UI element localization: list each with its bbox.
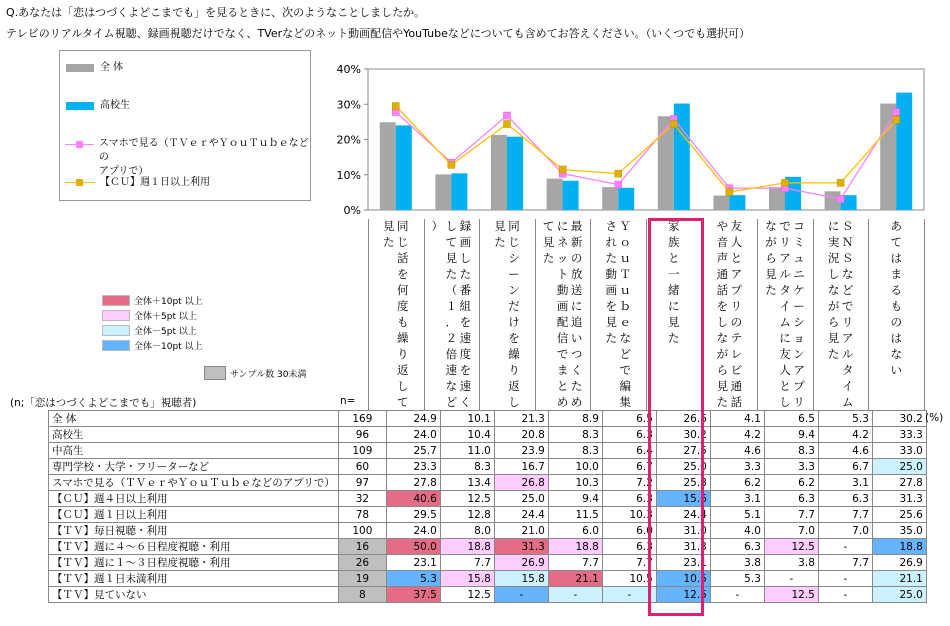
- column-header: [368, 219, 424, 410]
- table-cell: 21.0: [494, 523, 548, 539]
- column-header-line: 録 画 し た 番 組 を 速 度 を 速 く: [459, 219, 472, 409]
- row-label: 【ＣＵ】週４日以上利用: [49, 491, 339, 507]
- table-cell: 3.8: [710, 555, 764, 571]
- column-header-line: 同 じ シ ー ン だ け を 繰 り 返 し: [508, 219, 520, 409]
- row-label: スマホで見る（ＴＶｅｒやＹｏｕＴｕｂｅなどのアプリで）: [49, 475, 339, 491]
- table-cell: 33.0: [872, 443, 926, 459]
- column-divider: [813, 219, 814, 410]
- table-cell: 18.8: [872, 539, 926, 555]
- table-cell: 4.1: [710, 411, 764, 427]
- row-label: 【ＴＶ】毎日視聴・利用: [49, 523, 339, 539]
- table-cell: 21.3: [494, 411, 548, 427]
- legend-label-smart-1: スマホで見る（ＴＶｅｒやＹｏｕＴｕｂｅなどの: [98, 138, 309, 163]
- column-header-line: で リ ア ル タ イ ム に 友 人 と し: [779, 219, 791, 409]
- table-cell: 7.2: [602, 475, 656, 491]
- table-row: [49, 427, 927, 443]
- row-sample-size: 97: [338, 475, 386, 491]
- table-cell: 30.2: [872, 411, 926, 427]
- table-cell: 8.3: [548, 427, 602, 443]
- table-cell: 12.8: [440, 507, 494, 523]
- column-divider: [590, 219, 591, 410]
- column-divider: [424, 219, 425, 410]
- column-header: [590, 219, 646, 410]
- table-cell: 5.1: [710, 507, 764, 523]
- table-cell: 10.3: [602, 507, 656, 523]
- table-cell: 40.6: [386, 491, 440, 507]
- table-cell: 25.0: [872, 459, 926, 475]
- bar-hs: [396, 125, 412, 210]
- point-smart: [893, 109, 900, 116]
- row-sample-size: 19: [338, 571, 386, 587]
- table-cell: 8.0: [440, 523, 494, 539]
- table-cell: 27.5: [656, 443, 710, 459]
- table-cell: 12.5: [764, 587, 818, 603]
- y-tick-label: 20%: [336, 133, 361, 147]
- table-cell: 12.5: [440, 491, 494, 507]
- row-sample-size: 109: [338, 443, 386, 459]
- color-key-high5: [102, 309, 197, 322]
- table-row: [49, 507, 927, 523]
- column-header-line: 見 た: [383, 219, 395, 249]
- table-cell: 16.7: [494, 459, 548, 475]
- table-cell: 10.5: [602, 571, 656, 587]
- table-cell: 12.5: [440, 587, 494, 603]
- table-cell: 4.6: [710, 443, 764, 459]
- line-cu: [396, 106, 896, 192]
- bar-hs: [507, 137, 523, 210]
- table-cell: 25.8: [656, 475, 710, 491]
- table-cell: 23.3: [386, 459, 440, 475]
- point-smart: [837, 196, 844, 203]
- column-divider: [924, 219, 925, 410]
- table-row: [49, 523, 927, 539]
- row-sample-size: 78: [338, 507, 386, 523]
- table-cell: 24.0: [386, 427, 440, 443]
- table-cell: 7.7: [764, 507, 818, 523]
- table-cell: 23.1: [386, 555, 440, 571]
- y-tick-label: 30%: [336, 98, 361, 112]
- data-table: [48, 410, 927, 603]
- table-cell: 21.1: [548, 571, 602, 587]
- color-key-small-sample: [204, 366, 307, 380]
- point-cu: [615, 170, 622, 177]
- column-header-line: ）: [431, 219, 444, 233]
- bar-hs: [451, 173, 467, 210]
- column-header-line: コ ミ ュ ニ ケ ー シ ョ ン ア プ リ: [793, 219, 805, 409]
- table-cell: 6.3: [818, 491, 872, 507]
- table-cell: 7.0: [764, 523, 818, 539]
- table-cell: 3.1: [710, 491, 764, 507]
- table-cell: 6.7: [818, 459, 872, 475]
- point-cu: [559, 166, 566, 173]
- column-header: [813, 219, 869, 410]
- table-cell: 26.8: [494, 475, 548, 491]
- table-cell: 25.0: [872, 587, 926, 603]
- table-cell: 7.7: [440, 555, 494, 571]
- table-cell: -: [494, 587, 548, 603]
- column-header: [479, 219, 535, 410]
- color-key-low5-label: 全体－5pt 以上: [134, 327, 197, 337]
- column-header: [757, 219, 813, 410]
- column-header-line: さ れ た 動 画 を 見 た: [605, 219, 617, 345]
- table-cell: 27.8: [872, 475, 926, 491]
- row-sample-size: 8: [338, 587, 386, 603]
- column-header-line: し て 見 た （ １ ． ２ 倍 速 な ど: [445, 219, 458, 409]
- table-cell: 25.7: [386, 443, 440, 459]
- table-cell: 6.3: [602, 539, 656, 555]
- color-key-small-sample-label: サンプル数 30未満: [230, 369, 307, 380]
- table-cell: 25.0: [494, 491, 548, 507]
- table-cell: 25.6: [872, 507, 926, 523]
- table-cell: 11.0: [440, 443, 494, 459]
- table-cell: -: [764, 571, 818, 587]
- table-cell: 30.2: [656, 427, 710, 443]
- column-header-line: に 実 況 し な が ら 見 た: [827, 219, 840, 361]
- column-header-line: や 音 声 通 話 を し な が ら 見 た: [716, 219, 729, 409]
- table-cell: 4.2: [818, 427, 872, 443]
- table-cell: 7.7: [602, 555, 656, 571]
- table-cell: 25.0: [656, 459, 710, 475]
- table-cell: 26.9: [494, 555, 548, 571]
- table-row: [49, 555, 927, 571]
- n-label: n=: [340, 395, 356, 407]
- color-key-low10-label: 全体－10pt 以上: [134, 342, 203, 352]
- table-cell: 24.4: [656, 507, 710, 523]
- row-label: 高校生: [49, 427, 339, 443]
- table-cell: -: [818, 539, 872, 555]
- table-cell: 6.0: [602, 523, 656, 539]
- table-cell: 37.5: [386, 587, 440, 603]
- table-row: [49, 571, 927, 587]
- column-header: [868, 219, 924, 410]
- table-cell: 5.3: [818, 411, 872, 427]
- table-cell: 8.3: [548, 443, 602, 459]
- legend-label-hs: 高校生: [100, 100, 130, 111]
- table-cell: -: [710, 587, 764, 603]
- point-cu: [782, 179, 789, 186]
- table-cell: 7.7: [548, 555, 602, 571]
- column-header-line: 見 た: [494, 219, 506, 249]
- table-cell: 9.4: [548, 491, 602, 507]
- table-cell: 18.8: [548, 539, 602, 555]
- row-sample-size: 100: [338, 523, 386, 539]
- legend-label-smart-2: アプリで）: [98, 166, 149, 177]
- column-divider: [868, 219, 869, 410]
- table-cell: 24.4: [494, 507, 548, 523]
- table-cell: 26.9: [872, 555, 926, 571]
- point-cu: [837, 179, 844, 186]
- point-cu: [670, 120, 677, 127]
- row-sample-size: 32: [338, 491, 386, 507]
- line-smart: [396, 112, 896, 199]
- question-line-2: テレビのリアルタイム視聴、録画視聴だけでなく、TVerなどのネット動画配信やYouTubeなどについても含めてお答えください。（いくつでも選択可）: [6, 27, 751, 40]
- table-row: [49, 539, 927, 555]
- table-cell: 26.6: [656, 411, 710, 427]
- column-header: [535, 219, 591, 410]
- table-cell: 6.2: [710, 475, 764, 491]
- column-divider: [535, 219, 536, 410]
- table-cell: 31.0: [656, 523, 710, 539]
- table-cell: 7.7: [818, 555, 872, 571]
- table-cell: -: [818, 571, 872, 587]
- column-header-line: 同 じ 話 を 何 度 も 繰 り 返 し て: [397, 219, 409, 409]
- table-cell: 21.1: [872, 571, 926, 587]
- table-cell: 12.5: [764, 539, 818, 555]
- table-cell: 3.3: [764, 459, 818, 475]
- column-header-line: 最 新 の 放 送 に 追 い つ く た め: [570, 219, 583, 409]
- bar-hs: [563, 181, 579, 210]
- table-cell: 6.5: [764, 411, 818, 427]
- row-label: 【ＣＵ】週１日以上利用: [49, 507, 339, 523]
- point-smart: [615, 181, 622, 188]
- table-cell: 23.1: [656, 555, 710, 571]
- table-cell: 4.6: [818, 443, 872, 459]
- table-row: [49, 443, 927, 459]
- color-key-low5: [102, 324, 197, 337]
- table-cell: -: [548, 587, 602, 603]
- table-cell: 6.4: [602, 443, 656, 459]
- row-sample-size: 169: [338, 411, 386, 427]
- column-header-line: 家 族 と 一 緒 に 見 た: [668, 219, 680, 345]
- table-cell: 6.2: [764, 475, 818, 491]
- table-row: [49, 587, 927, 603]
- row-sample-size: 26: [338, 555, 386, 571]
- table-cell: 31.3: [656, 539, 710, 555]
- point-cu: [448, 161, 455, 168]
- y-tick-label: 40%: [336, 63, 361, 76]
- table-cell: 8.3: [440, 459, 494, 475]
- bar-all: [435, 174, 451, 210]
- color-key-high5-label: 全体＋5pt 以上: [134, 312, 197, 322]
- table-cell: 8.3: [764, 443, 818, 459]
- bar-hs: [618, 188, 634, 210]
- table-cell: 24.9: [386, 411, 440, 427]
- bar-all: [491, 135, 507, 210]
- color-key-low10: [102, 339, 203, 352]
- table-cell: 10.4: [440, 427, 494, 443]
- row-label: 専門学校・大学・フリーターなど: [49, 459, 339, 475]
- legend-label-all: 全 体: [100, 62, 124, 73]
- table-cell: 6.3: [710, 539, 764, 555]
- y-tick-label: 0%: [343, 204, 361, 217]
- column-header: [424, 219, 480, 410]
- legend-label-cu: 【ＣＵ】週１日以上利用: [100, 177, 210, 188]
- table-cell: 50.0: [386, 539, 440, 555]
- table-cell: 18.8: [440, 539, 494, 555]
- question-line-1: Q.あなたは「恋はつづくよどこまでも」を見るときに、次のようなことしましたか。: [6, 6, 426, 19]
- point-cu: [392, 103, 399, 110]
- column-header-line: な が ら 見 た: [765, 219, 777, 297]
- bar-all: [547, 179, 563, 210]
- y-tick-label: 10%: [336, 168, 361, 182]
- column-divider: [368, 219, 369, 410]
- point-smart: [504, 112, 511, 119]
- column-header-line: 友 人 と ア プ リ の テ レ ビ 通 話: [730, 219, 743, 409]
- column-header-line: Ｙ ｏ ｕ Ｔ ｕ ｂ ｅ な ど で 編 集: [619, 219, 631, 409]
- column-header: [646, 219, 702, 410]
- row-sample-size: 60: [338, 459, 386, 475]
- table-cell: 5.3: [710, 571, 764, 587]
- table-row: [49, 491, 927, 507]
- row-label: 中高生: [49, 443, 339, 459]
- color-key-high10: [102, 294, 203, 307]
- table-cell: 7.7: [818, 507, 872, 523]
- row-label: 【ＴＶ】週に１～３日程度視聴・利用: [49, 555, 339, 571]
- row-label: 全 体: [49, 411, 339, 427]
- table-cell: 4.0: [710, 523, 764, 539]
- bar-hs: [729, 195, 745, 210]
- table-cell: -: [818, 587, 872, 603]
- table-cell: 24.0: [386, 523, 440, 539]
- table-cell: 5.3: [386, 571, 440, 587]
- table-cell: 3.8: [764, 555, 818, 571]
- table-cell: 6.3: [602, 491, 656, 507]
- table-cell: 6.7: [602, 459, 656, 475]
- table-cell: 15.8: [440, 571, 494, 587]
- row-label: 【ＴＶ】週１日未満利用: [49, 571, 339, 587]
- table-cell: 10.1: [440, 411, 494, 427]
- point-cu: [504, 120, 511, 127]
- column-header: [702, 219, 758, 410]
- table-cell: 33.3: [872, 427, 926, 443]
- row-sample-size: 96: [338, 427, 386, 443]
- table-cell: 6.3: [602, 427, 656, 443]
- table-cell: 29.5: [386, 507, 440, 523]
- table-row: [49, 475, 927, 491]
- table-cell: 27.8: [386, 475, 440, 491]
- color-key-high10-label: 全体＋10pt 以上: [134, 297, 203, 307]
- table-cell: 31.3: [872, 491, 926, 507]
- table-cell: 13.4: [440, 475, 494, 491]
- column-divider: [646, 219, 647, 410]
- row-label: 【ＴＶ】週に４～６日程度視聴・利用: [49, 539, 339, 555]
- table-cell: 6.5: [602, 411, 656, 427]
- row-sample-size: 16: [338, 539, 386, 555]
- table-cell: -: [602, 587, 656, 603]
- table-cell: 12.5: [656, 587, 710, 603]
- unit-label: (%): [925, 412, 944, 424]
- point-cu: [726, 189, 733, 196]
- bar-line-chart: [0, 0, 950, 226]
- column-header-line: あ て は ま る も の は な い: [890, 219, 902, 377]
- bar-all: [713, 196, 729, 210]
- table-cell: 6.0: [548, 523, 602, 539]
- column-divider: [702, 219, 703, 410]
- table-row: [49, 411, 927, 427]
- table-cell: 3.3: [710, 459, 764, 475]
- table-row: [49, 459, 927, 475]
- table-cell: 11.5: [548, 507, 602, 523]
- table-cell: 9.4: [764, 427, 818, 443]
- point-cu: [893, 116, 900, 123]
- table-cell: 7.0: [818, 523, 872, 539]
- table-cell: 23.9: [494, 443, 548, 459]
- column-divider: [479, 219, 480, 410]
- table-cell: 10.5: [656, 571, 710, 587]
- table-cell: 3.1: [818, 475, 872, 491]
- column-header-line: に ネ ッ ト 動 画 配 信 で ま と め: [556, 219, 569, 409]
- table-cell: 31.3: [494, 539, 548, 555]
- table-cell: 4.2: [710, 427, 764, 443]
- table-cell: 6.3: [764, 491, 818, 507]
- bar-all: [380, 122, 396, 210]
- column-divider: [757, 219, 758, 410]
- column-header-line: て 見 た: [542, 219, 555, 265]
- bar-all: [602, 187, 618, 210]
- table-cell: 8.9: [548, 411, 602, 427]
- sample-label: (n;「恋はつづくよどこまでも」視聴者): [10, 397, 197, 409]
- table-cell: 10.0: [548, 459, 602, 475]
- column-header-line: Ｓ Ｎ Ｓ な ど で リ ア ル タ イ ム: [841, 219, 854, 409]
- row-label: 【ＴＶ】見ていない: [49, 587, 339, 603]
- table-cell: 20.8: [494, 427, 548, 443]
- table-cell: 10.3: [548, 475, 602, 491]
- table-cell: 15.8: [494, 571, 548, 587]
- table-cell: 35.0: [872, 523, 926, 539]
- table-cell: 15.6: [656, 491, 710, 507]
